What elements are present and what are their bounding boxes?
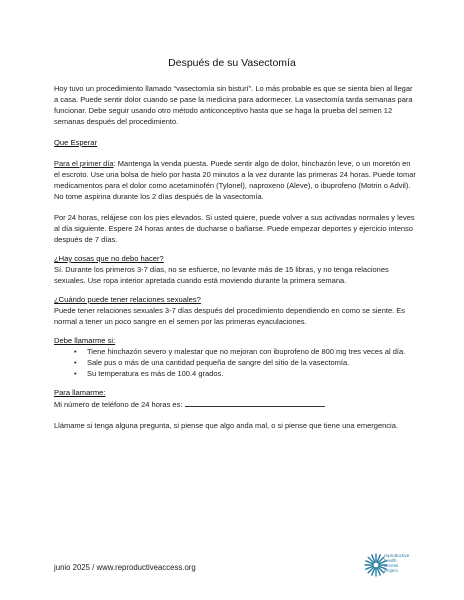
list-item: • Sale pus o más de una cantidad pequeña de sangre del sitio de la vasectomía. <box>74 358 350 367</box>
first-day-paragraph <box>54 158 416 202</box>
section-heading-expect: Que Esperar <box>54 138 98 147</box>
phone-blank-field[interactable] <box>185 398 325 407</box>
footer-text: junio 2025 / www.reproductiveaccess.org <box>54 563 196 572</box>
first-day-label: Para el primer día <box>54 159 114 168</box>
avoid-paragraph: Sí. Durante los primeros 3-7 días, no se esfuerce, no levante más de 15 libras, y no tenga relaciones sexuales. Use ropa interior apretada cuando está moviendo durante la primera semana. <box>54 265 389 285</box>
bullet-icon: • <box>74 347 77 356</box>
list-item: • Su temperatura es más de 100.4 grados. <box>74 369 224 378</box>
first-day-text: : Mantenga la venda puesta. Puede sentir algo de dolor, hinchazón leve, o un moretón en el escroto. Use una bolsa de hielo por hasta 20 minutos a la vez durante las primeras 24 horas. Puede tomar medicamentos para el dolor como acetaminofén (Tylonel), naproxeno (Aleve), o ibuprofeno (Motrin o Advil). No tome aspirina durante los 2 días después de la vasectomía. <box>54 159 416 201</box>
page-title: Después de su Vasectomía <box>168 57 296 69</box>
call-reasons-list <box>54 346 416 379</box>
section-heading-contact: Para llamarme: <box>54 388 106 397</box>
rest-paragraph: Por 24 horas, relájese con los pies elevados. Si usted quiere, puede volver a sus activadas normales y leves al día siguiente. Espere 24 horas antes de ducharse o bañarse. Puede empezar deportes y ejercicio intenso después de 7 días. <box>54 213 415 244</box>
sex-paragraph: Puede tener relaciones sexuales 3-7 días después del procedimiento dependiendo en como se siente. Es normal a tener un poco sangre en el semen por las primeras eyaculaciones. <box>54 306 406 326</box>
section-heading-sex: ¿Cuándo puede tener relaciones sexuales? <box>54 295 201 304</box>
list-item: • Tiene hinchazón severo y malestar que no mejoran con ibuprofeno de 800 mg tres veces al día. <box>74 347 406 356</box>
section-heading-avoid: ¿Hay cosas que no debo hacer? <box>54 254 164 263</box>
section-heading-call: Debe llamarme si: <box>54 336 116 345</box>
bullet-icon: • <box>74 358 77 367</box>
phone-label: Mi número de teléfono de 24 horas es: <box>54 400 183 409</box>
phone-line <box>54 398 416 410</box>
intro-paragraph: Hoy tuvo un procedimiento llamado “vasectomía sin bisturí”. Lo más probable es que se sienta bien al llegar a casa. Puede sentir dolor cuando se pase la medicina para adormecer. La vasectomía tarda semanas para funcionar. Debe seguir usando otro método anticonceptivo hasta que se haga la prueba del semen 12 semanas después del procedimiento. <box>54 84 413 126</box>
logo-wordmark: reproductive health access project <box>384 553 410 573</box>
closing-paragraph: Llámame si tenga alguna pregunta, si piense que algo anda mal, o si piense que tiene una emergencia. <box>54 421 398 430</box>
bullet-icon: • <box>74 369 77 378</box>
document-body <box>54 83 416 431</box>
